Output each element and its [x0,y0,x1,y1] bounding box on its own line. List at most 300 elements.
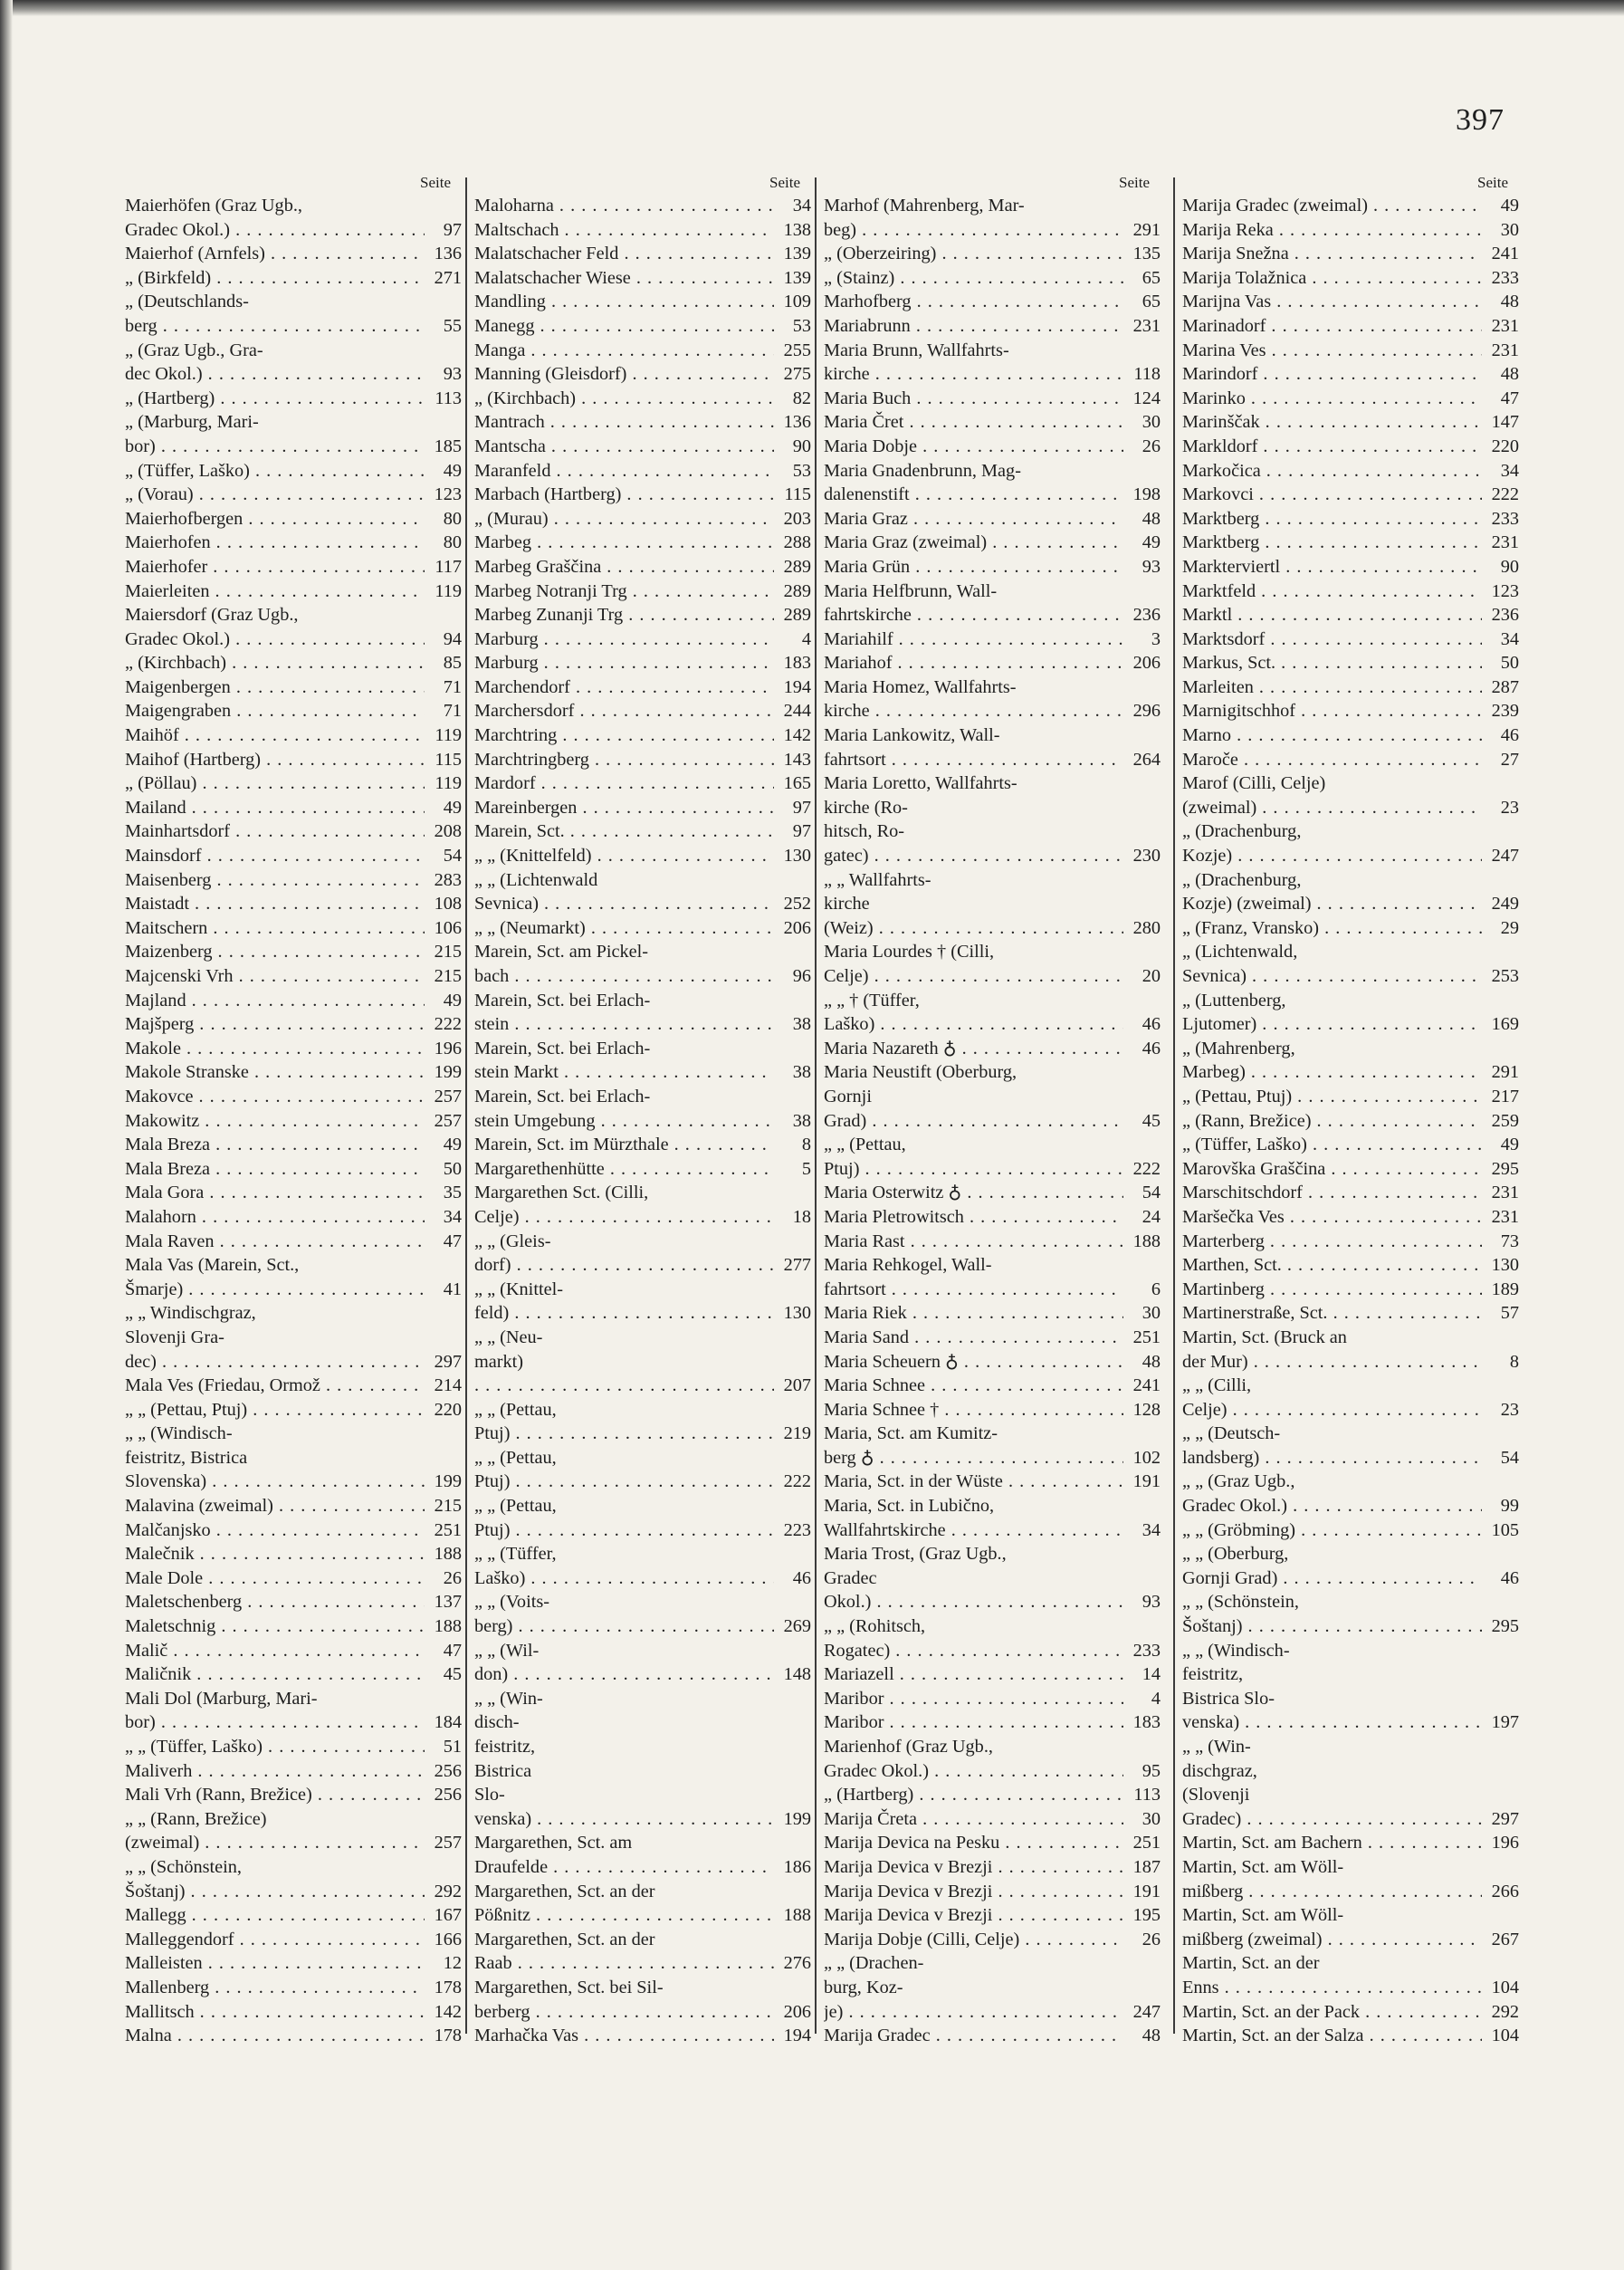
entry-page-number: 266 [1491,1881,1519,1901]
entry-page-number: 231 [1491,532,1519,553]
entry-page-number: 267 [1491,1929,1519,1949]
index-entry [474,1253,811,1278]
entry-page-number [774,868,811,893]
index-entry [1182,1350,1519,1374]
index-entry [125,1374,462,1398]
entry-page-number: 113 [1133,1785,1161,1805]
entry-place-name: Maierhofbergen . . . [125,507,425,532]
entry-place-name: Maršečka Ves . . . [1182,1205,1482,1230]
entry-place-name: Maria Grün . . . [824,555,1123,579]
entry-page-number: 105 [1491,1519,1519,1540]
index-entry [824,290,1161,314]
index-entry [125,1157,462,1182]
entry-place-name: „ „ (Deutsch- [1182,1423,1281,1444]
index-entry [474,1230,811,1254]
entry-place-name: Makovce . . . [125,1085,425,1109]
entry-page-number: 136 [434,244,462,264]
entry-place-name: Gradec Okol.) . . . [125,218,425,243]
entry-place-name: Maigengraben . . . [125,699,425,723]
index-entry [824,796,1161,820]
entry-page-number [774,1181,811,1205]
entry-place-name: berg) . . . [474,1614,774,1639]
index-entry [125,1639,462,1663]
entry-place-name [474,1374,774,1398]
entry-page-number: 208 [434,821,462,842]
index-entry [125,964,462,989]
index-entry [474,675,811,700]
entry-place-name: „ „ (Lichtenwald [474,869,598,890]
entry-page-number: 188 [1132,1231,1161,1251]
entry-page-number: 251 [1132,1327,1161,1347]
index-entry [125,242,462,266]
entry-place-name: Markldorf . . . [1182,435,1482,459]
entry-place-name: bor) . . . [125,1710,425,1735]
entry-place-name: Gradec [824,1567,877,1588]
index-entry [474,410,811,435]
entry-page-number: 188 [434,1544,462,1565]
entry-page-number [1123,868,1161,893]
index-entry [125,1807,462,1832]
index-entry [1182,1639,1519,1663]
entry-place-name: Male Dole . . . [125,1566,425,1591]
entry-place-name: Malavina (zweimal) . . . [125,1494,425,1518]
index-entry [824,1614,1161,1639]
entry-page-number: 124 [1132,388,1161,408]
entry-place-name: Marija Devica v Brezji . . . [824,1855,1123,1880]
index-entry [125,844,462,868]
index-entry [1182,2024,1519,2048]
index-entry [1182,1687,1519,1711]
index-entry [1182,1928,1519,1952]
entry-page-number [1123,940,1161,964]
index-entry [824,627,1161,652]
index-entry [474,2024,811,2048]
entry-place-name: „ (Mahrenberg, [1182,1038,1295,1058]
entry-place-name: Maihöf . . . [125,723,425,748]
index-entry [125,2000,462,2025]
entry-place-name: kirche (Ro- [824,797,908,818]
index-entry [474,1759,811,1784]
entry-place-name: „ „ (Win- [1182,1737,1251,1757]
entry-place-name: „ (Pettau, Ptuj) . . . [1182,1085,1482,1109]
entry-place-name: Maranfeld . . . [474,459,774,484]
index-entry [474,1662,811,1687]
index-entry [125,819,462,844]
entry-place-name: Malleggendorf . . . [125,1928,425,1952]
entry-page-number: 231 [1491,1183,1519,1203]
index-entry [125,290,462,314]
entry-place-name: „ (Pöllau) . . . [125,771,425,796]
entry-page-number: 259 [1491,1110,1519,1131]
entry-page-number: 8 [801,1135,811,1155]
entry-place-name: Martin, Sct. an der [1182,1953,1320,1974]
entry-page-number: 185 [434,436,462,456]
entry-page-number: 54 [1142,1183,1161,1203]
entry-place-name: dorf) . . . [474,1253,774,1278]
entry-page-number: 288 [783,532,811,553]
index-entry [824,1855,1161,1880]
scan-top-edge [0,0,1624,16]
entry-page-number: 18 [792,1206,811,1227]
entry-page-number: 35 [443,1183,462,1203]
index-entry [1182,1831,1519,1855]
entry-place-name: Gradec Okol.) . . . [1182,1494,1482,1518]
index-entry [824,675,1161,700]
entry-page-number [774,1494,811,1518]
entry-page-number: 139 [783,244,811,264]
index-entry [1182,387,1519,411]
entry-page-number [1123,771,1161,796]
index-entry [1182,459,1519,484]
entry-page-number: 241 [1132,1375,1161,1396]
entry-place-name: „ (Graz Ugb., Gra- [125,340,263,360]
entry-page-number: 199 [434,1062,462,1083]
entry-place-name: Marktsdorf . . . [1182,627,1482,652]
index-entry [1182,483,1519,507]
entry-place-name: „ „ (Oberburg, [1182,1544,1289,1565]
index-entry [474,1518,811,1543]
entry-place-name: Malič . . . [125,1639,425,1663]
column-header: Seite [1477,174,1508,191]
entry-page-number: 80 [443,508,462,529]
entry-place-name: „ „ (Tüffer, Laško) . . . [125,1735,425,1759]
entry-page-number [774,1085,811,1109]
index-entry [125,675,462,700]
entry-place-name: berg . . . [125,314,425,339]
index-entry [474,1133,811,1157]
index-entry [1182,916,1519,941]
index-entry [824,1735,1161,1759]
entry-place-name: Maria Neustift (Oberburg, [824,1062,1017,1083]
entry-place-name: Marina Ves . . . [1182,339,1482,363]
entry-place-name: hitsch, Ro- [824,821,905,842]
entry-place-name: kirche . . . [824,362,1123,387]
entry-place-name: Marktberg . . . [1182,507,1482,532]
entry-place-name: Maria Osterwitz ♁ . . . [824,1181,1123,1205]
entry-place-name: Marbach (Hartberg) . . . [474,483,774,507]
entry-place-name: Marno . . . [1182,723,1482,748]
index-entry [125,723,462,748]
entry-page-number: 115 [784,484,811,505]
index-entry [1182,1807,1519,1832]
entry-page-number [1482,868,1519,893]
index-entry [824,723,1161,748]
entry-place-name: „ (Kirchbach) . . . [474,387,774,411]
index-entry [474,362,811,387]
entry-page-number: 138 [783,219,811,240]
index-entry [474,1085,811,1109]
index-entry [474,1205,811,1230]
entry-place-name: Marija Gradec (zweimal) . . . [1182,194,1482,218]
index-entry [1182,1301,1519,1326]
entry-place-name: Šoštanj) . . . [1182,1614,1482,1639]
index-entry [824,1278,1161,1302]
index-entry [474,916,811,941]
index-entry [824,868,1161,893]
entry-place-name: feld) . . . [474,1301,774,1326]
entry-place-name: bor) . . . [125,435,425,459]
entry-page-number: 231 [1491,1206,1519,1227]
index-entry [824,1783,1161,1807]
entry-place-name: „ „ (Rohitsch, [824,1616,926,1637]
entry-place-name: Maria Lankowitz, Wall- [824,725,1000,746]
entry-page-number: 178 [434,1977,462,1997]
entry-page-number: 257 [434,1833,462,1853]
entry-page-number: 165 [783,773,811,794]
entry-place-name: dalenenstift . . . [824,483,1123,507]
index-entry [1182,1109,1519,1134]
index-entry [474,1060,811,1085]
entry-place-name: Gradec Okol.) . . . [125,627,425,652]
entry-place-name: Marthen, Sct. . . . [1182,1253,1482,1278]
entry-page-number: 49 [1500,196,1519,216]
entry-page-number: 183 [783,653,811,674]
entry-place-name: Wallfahrtskirche . . . [824,1518,1123,1543]
entry-page-number: 206 [783,917,811,938]
entry-place-name: Marija Devica v Brezji . . . [824,1903,1123,1928]
index-entry [474,699,811,723]
entry-page-number: 23 [1500,797,1519,818]
entry-page-number: 46 [1142,1014,1161,1035]
entry-place-name: Maistadt . . . [125,892,425,916]
index-entry [1182,1951,1519,1976]
index-entry [474,1807,811,1832]
index-entry [1182,531,1519,555]
index-entry [125,1542,462,1566]
index-entry [474,771,811,796]
entry-page-number: 291 [1491,1062,1519,1083]
entry-place-name: Marktfeld . . . [1182,579,1482,604]
index-entry [1182,2000,1519,2025]
entry-page-number: 297 [434,1351,462,1372]
index-entry [824,2000,1161,2025]
index-entry [824,1518,1161,1543]
entry-page-number: 53 [792,460,811,481]
index-entry [824,1253,1161,1278]
index-entry [125,627,462,652]
entry-page-number: 49 [443,460,462,481]
index-entry [824,242,1161,266]
entry-place-name: Manegg . . . [474,314,774,339]
entry-place-name: Marnigitschhof . . . [1182,699,1482,723]
entry-place-name: Maria Pletrowitsch . . . [824,1205,1123,1230]
index-entry [474,266,811,291]
entry-page-number: 203 [783,508,811,529]
index-entry [824,844,1161,868]
entry-place-name: Marburg . . . [474,627,774,652]
index-entry [474,1783,811,1807]
entry-page-number [1123,339,1161,363]
entry-page-number [1123,579,1161,604]
entry-page-number: 169 [1491,1014,1519,1035]
index-entry [1182,651,1519,675]
entry-page-number: 198 [1132,484,1161,505]
entry-page-number [425,1301,462,1326]
index-entry [474,339,811,363]
index-entry [824,964,1161,989]
index-entry [125,1614,462,1639]
index-entry [125,1350,462,1374]
entry-place-name: „ „ (Pettau, [474,1496,557,1517]
entry-place-name: Mala Ves (Friedau, Ormož . . . [125,1374,425,1398]
index-entry [824,410,1161,435]
entry-page-number: 8 [1509,1351,1519,1372]
entry-page-number: 251 [434,1519,462,1540]
entry-page-number: 184 [434,1712,462,1733]
index-entry [1182,964,1519,989]
entry-page-number: 23 [1500,1399,1519,1420]
index-entry [824,1109,1161,1134]
entry-place-name: Maria Homez, Wallfahrts- [824,676,1017,697]
entry-place-name: „ „ (Wil- [474,1640,540,1661]
entry-place-name: Marktberg . . . [1182,531,1482,555]
entry-place-name: stein Umgebung . . . [474,1109,774,1134]
entry-page-number: 251 [1132,1833,1161,1853]
entry-place-name: Slovenji Gra- [125,1327,224,1347]
index-entry [824,892,1161,916]
entry-page-number: 183 [1132,1712,1161,1733]
entry-page-number [1482,1639,1519,1663]
index-entry [474,1109,811,1134]
entry-place-name: Kozje) (zweimal) . . . [1182,892,1482,916]
entry-page-number: 214 [434,1375,462,1396]
index-entry [824,531,1161,555]
index-entry [474,1446,811,1470]
entry-place-name: Marija Snežna . . . [1182,242,1482,266]
entry-place-name: Maria Riek . . . [824,1301,1123,1326]
index-entry [125,1470,462,1494]
index-entry [125,194,462,218]
entry-page-number: 3 [1151,628,1161,649]
index-entry [125,1518,462,1543]
entry-page-number: 119 [435,773,462,794]
index-entry [1182,819,1519,844]
index-entry [125,603,462,627]
entry-place-name: Mariahilf . . . [824,627,1123,652]
entry-page-number: 53 [792,315,811,336]
entry-page-number: 109 [783,292,811,312]
entry-page-number [425,1446,462,1470]
index-entry [125,459,462,484]
index-entry [474,1976,811,2000]
entry-place-name: Marovška Graščina . . . [1182,1157,1482,1182]
entry-page-number: 94 [443,628,462,649]
entry-place-name: „ (Rann, Brežice) . . . [1182,1109,1482,1134]
column-header: Seite [420,174,451,191]
entry-place-name: Manga . . . [474,339,774,363]
entry-page-number: 215 [434,1496,462,1517]
entry-place-name: „ (Tüffer, Laško) . . . [125,459,425,484]
entry-place-name: (Weiz) . . . [824,916,1123,941]
entry-place-name: „ „ (Pettau, [474,1399,557,1420]
entry-page-number [774,989,811,1013]
entry-place-name: Martinberg . . . [1182,1278,1482,1302]
entry-place-name: Maria Schnee † . . . [824,1398,1123,1422]
entry-page-number: 118 [1133,364,1161,385]
index-entry [1182,1470,1519,1494]
index-entry [1182,1422,1519,1446]
entry-place-name: Majland . . . [125,989,425,1013]
entry-place-name: Ptuj) . . . [824,1157,1123,1182]
entry-page-number [774,1542,811,1566]
entry-page-number: 195 [1132,1905,1161,1926]
entry-page-number: 14 [1142,1664,1161,1685]
entry-page-number: 48 [1142,2026,1161,2046]
entry-place-name: Maiersdorf (Graz Ugb., [125,605,299,626]
index-entry [824,1903,1161,1928]
entry-page-number: 283 [434,869,462,890]
entry-page-number [774,1639,811,1663]
entry-place-name: Marija Devica na Pesku . . . [824,1831,1123,1855]
entry-place-name: Laško) . . . [824,1012,1123,1037]
entry-page-number: 130 [783,1303,811,1324]
entry-place-name: Malna . . . [125,2024,425,2048]
index-entry [125,748,462,772]
index-entry [1182,218,1519,243]
entry-page-number [774,1735,811,1759]
index-entry [824,699,1161,723]
entry-place-name: Marterberg . . . [1182,1230,1482,1254]
entry-place-name: Mala Raven . . . [125,1230,425,1254]
entry-page-number [774,1687,811,1711]
entry-place-name: Raab . . . [474,1951,774,1976]
entry-place-name: Maribor . . . [824,1710,1123,1735]
entry-place-name: Maigenbergen . . . [125,675,425,700]
entry-place-name: Gradec) . . . [1182,1807,1482,1832]
entry-place-name: Marleiten . . . [1182,675,1482,700]
index-entry [125,1855,462,1880]
entry-place-name: Mallenberg . . . [125,1976,425,2000]
index-entry [474,1903,811,1928]
index-entry [1182,868,1519,893]
index-entry [125,892,462,916]
entry-page-number [1482,1590,1519,1614]
index-entry [1182,603,1519,627]
entry-place-name: Marinščak . . . [1182,410,1482,435]
entry-place-name: Marein, Sct. bei Erlach- [474,1038,651,1058]
entry-page-number: 65 [1142,292,1161,312]
entry-page-number: 24 [1142,1206,1161,1227]
index-entry [125,507,462,532]
entry-place-name: fahrtsort . . . [824,1278,1123,1302]
index-entry [125,218,462,243]
index-entry [1182,1566,1519,1591]
index-entry [824,2024,1161,2048]
entry-place-name: „ (Hartberg) . . . [125,387,425,411]
entry-place-name: Mali Dol (Marburg, Mari- [125,1688,318,1709]
index-entry [125,1085,462,1109]
index-entry [1182,1590,1519,1614]
entry-place-name: Marhofberg . . . [824,290,1123,314]
entry-page-number: 90 [792,436,811,456]
entry-place-name: „ „ (Pettau, [474,1447,557,1468]
entry-place-name: Marija Dobje (Cilli, Celje) . . . [824,1928,1123,1952]
index-entry [125,1278,462,1302]
index-entry [474,507,811,532]
entry-page-number [1123,1422,1161,1446]
entry-place-name: Celje) . . . [824,964,1123,989]
index-entry [474,194,811,218]
entry-page-number: 46 [1500,725,1519,746]
entry-place-name: Maria Rehkogel, Wall- [824,1255,992,1276]
entry-page-number [1482,1951,1519,1976]
entry-page-number [1123,1060,1161,1085]
index-entry [824,507,1161,532]
entry-place-name: „ (Drachenburg, [1182,869,1302,890]
index-entry [1182,1326,1519,1350]
index-entry [824,651,1161,675]
entry-place-name: „ „ (Pettau, [824,1135,906,1155]
